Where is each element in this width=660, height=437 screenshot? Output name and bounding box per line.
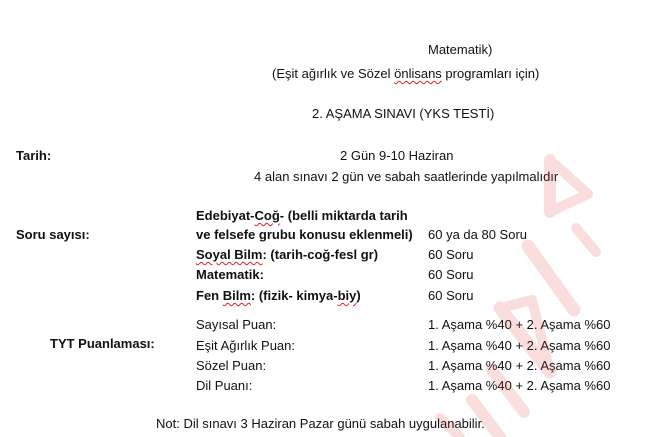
tyt-label: TYT Puanlaması:: [50, 336, 155, 351]
question-row-4: Fen Bilm: (fizik- kimya-biy): [196, 288, 361, 303]
question-row-3: Matematik:: [196, 267, 264, 282]
question-row-3-value: 60 Soru: [428, 267, 474, 282]
tyt-row-value: 1. Aşama %40 + 2. Aşama %60: [428, 317, 611, 332]
tyt-row-name: Sayısal Puan:: [196, 317, 277, 332]
stage-title: 2. AŞAMA SINAVI (YKS TESTİ): [312, 106, 495, 121]
question-row-1-line-2: ve felsefe grubu konusu eklenmeli): [196, 227, 413, 242]
question-row-2: Soyal Bilm: (tarih-coğ-fesl gr): [196, 247, 379, 262]
date-label: Tarih:: [16, 148, 52, 163]
date-note: 4 alan sınavı 2 gün ve sabah saatlerinde yapılmalıdır: [254, 169, 559, 184]
question-row-1-value: 60 ya da 80 Soru: [428, 227, 528, 242]
question-row-2-value: 60 Soru: [428, 247, 474, 262]
questions-label: Soru sayısı:: [16, 227, 90, 242]
footnote: Not: Dil sınavı 3 Haziran Pazar günü sabah uygulanabilir.: [156, 416, 485, 431]
tyt-row-value: 1. Aşama %40 + 2. Aşama %60: [428, 338, 611, 353]
header-line-1: Matematik): [428, 42, 493, 57]
tyt-row-name: Sözel Puan:: [196, 358, 267, 373]
question-row-4-value: 60 Soru: [428, 288, 474, 303]
question-row-1-line-1: Edebiyat-Coğ- (belli miktarda tarih: [196, 208, 408, 223]
header-line-2: (Eşit ağırlık ve Sözel önlisans programları için): [272, 66, 540, 81]
tyt-row-name: Eşit Ağırlık Puan:: [196, 338, 295, 353]
tyt-row-value: 1. Aşama %40 + 2. Aşama %60: [428, 358, 611, 373]
tyt-row-value: 1. Aşama %40 + 2. Aşama %60: [428, 378, 611, 393]
tyt-row-name: Dil Puanı:: [196, 378, 253, 393]
date-value: 2 Gün 9-10 Haziran: [340, 148, 454, 163]
